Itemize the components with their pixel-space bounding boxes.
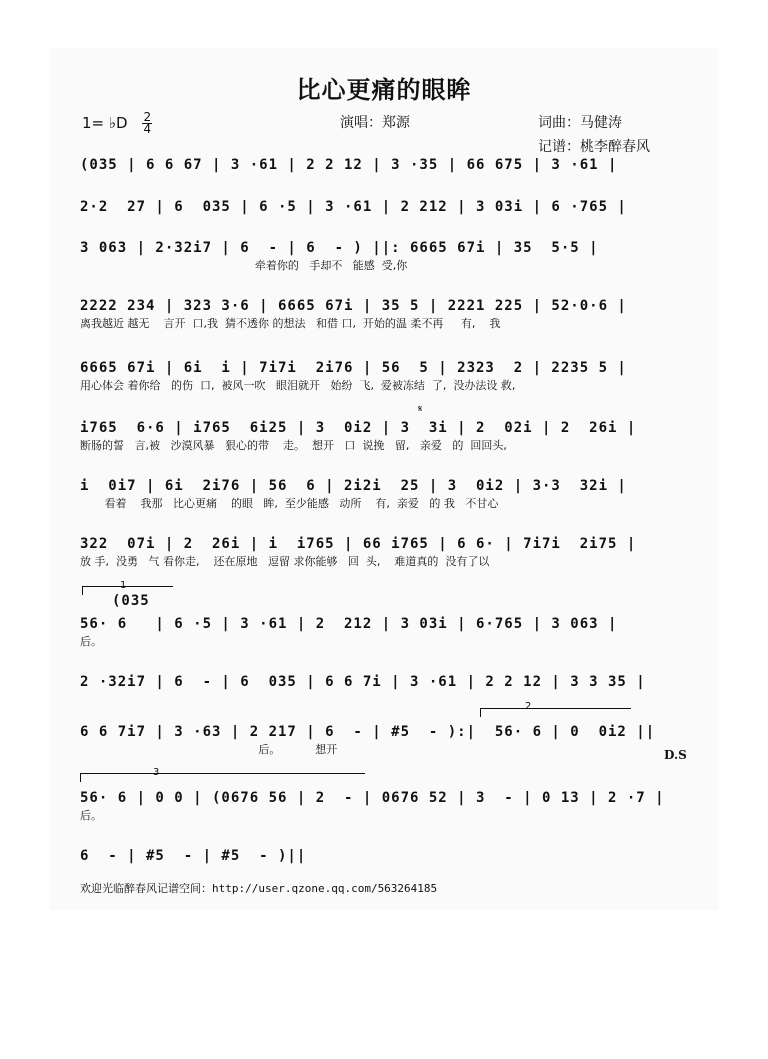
lyric-line: 断肠的誓 言,被 沙漠风暴 狠心的带 走。 想开 口 说挽 留, 亲爱 的 回回头, bbox=[80, 439, 507, 452]
lyric-line: 牵着你的 手却不 能感 受,你 bbox=[80, 259, 408, 272]
notation: 6 - | #5 - | #5 - )|| bbox=[80, 848, 307, 864]
score-line bbox=[80, 155, 684, 175]
lyric-line: 后。 bbox=[80, 809, 102, 822]
lyric-line: 后。 bbox=[80, 635, 102, 648]
notation: (035 bbox=[112, 593, 150, 609]
score-line bbox=[80, 197, 684, 217]
third-ending-bracket bbox=[80, 773, 365, 782]
score-line bbox=[80, 591, 684, 611]
score-line bbox=[80, 358, 684, 394]
notation: (035 | 6 6 67 | 3 ·61 | 2 2 12 | 3 ·35 | 66 675 | 3 ·61 | bbox=[80, 157, 618, 173]
notation: 2 ·32i7 | 6 - | 6 035 | 6 6 7i | 3 ·61 | 2 2 12 | 3 3 35 | bbox=[80, 674, 646, 690]
notation: i765 6·6 | i765 6i25 | 3 0i2 | 3 3i | 2 02i | 2 26i | bbox=[80, 420, 637, 436]
singer-credit: 演唱：郑源 bbox=[340, 115, 410, 131]
score-line bbox=[80, 534, 684, 570]
score-line bbox=[80, 418, 684, 454]
notation: 3 063 | 2·32i7 | 6 - | 6 - ) ||: 6665 67i | 35 5·5 | bbox=[80, 240, 599, 256]
notation: 56· 6 | 0 0 | (0676 56 | 2 - | 0676 52 | 3 - | 0 13 | 2 ·7 | bbox=[80, 790, 665, 806]
score-line bbox=[80, 296, 684, 332]
time-signature bbox=[142, 112, 152, 135]
first-ending-number: 1 bbox=[120, 580, 127, 591]
notation: 56· 6 | 6 ·5 | 3 ·61 | 2 212 | 3 03i | 6·765 | 3 063 | bbox=[80, 616, 618, 632]
notation: 2222 234 | 323 3·6 | 6665 67i | 35 5 | 2221 225 | 52·0·6 | bbox=[80, 298, 627, 314]
score-line bbox=[80, 722, 684, 758]
second-ending-number: 2 bbox=[525, 701, 532, 712]
notation: 322 07i | 2 26i | i i765 | 66 i765 | 6 6· | 7i7i 2i75 | bbox=[80, 536, 637, 552]
score-line bbox=[80, 672, 684, 692]
notation: 6 6 7i7 | 3 ·63 | 2 217 | 6 - | #5 - ):| 56· 6 | 0 0i2 || bbox=[80, 724, 656, 740]
segno-mark: 𝄋 bbox=[418, 404, 423, 415]
ds-marking: D.S bbox=[664, 748, 687, 762]
lyric-line: 看着 我那 比心更痛 的眼 眸, 至少能感 动所 有, 亲爱 的 我 不甘心 bbox=[80, 497, 499, 510]
score-line bbox=[80, 614, 684, 650]
second-ending-bracket bbox=[480, 708, 631, 717]
key-label: 1= ♭D bbox=[82, 114, 128, 132]
lyricist-credit: 词曲：马健涛 bbox=[538, 115, 622, 131]
lyric-line: 放 手, 没勇 气 看你走, 还在原地 逗留 求你能够 回 头, 难道真的 没有了以 bbox=[80, 555, 490, 568]
notation: 6665 67i | 6i i | 7i7i 2i76 | 56 5 | 2323 2 | 2235 5 | bbox=[80, 360, 627, 376]
score-line bbox=[80, 238, 684, 274]
time-top: 2 bbox=[143, 110, 152, 124]
score-line bbox=[80, 788, 684, 824]
notation: i 0i7 | 6i 2i76 | 56 6 | 2i2i 25 | 3 0i2 | 3·3 32i | bbox=[80, 478, 627, 494]
lyric-line: 用心体会 着你给 的伤 口, 被风一吹 眼泪就开 始纷 飞, 爱被冻结 了, 没办法设 救, bbox=[80, 379, 516, 392]
notation: 2·2 27 | 6 035 | 6 ·5 | 3 ·61 | 2 212 | 3 03i | 6 ·765 | bbox=[80, 199, 627, 215]
key-signature bbox=[82, 112, 152, 135]
score-line bbox=[80, 846, 684, 866]
footer-credit: 欢迎光临醉春风记谱空间：http://user.qzone.qq.com/563264185 bbox=[80, 882, 438, 895]
time-bottom: 4 bbox=[143, 122, 152, 136]
transcriber-credit: 记谱：桃李醉春风 bbox=[538, 139, 650, 155]
lyric-line: 离我越近 越无 言开 口,我 猜不透你 的想法 和借 口, 开始的温 柔不再 有, 我 bbox=[80, 317, 501, 330]
lyric-line: 后。 想开 bbox=[80, 743, 338, 756]
score-line bbox=[80, 476, 684, 512]
third-ending-number: 3 bbox=[153, 767, 160, 778]
song-title: 比心更痛的眼眸 bbox=[296, 76, 472, 104]
